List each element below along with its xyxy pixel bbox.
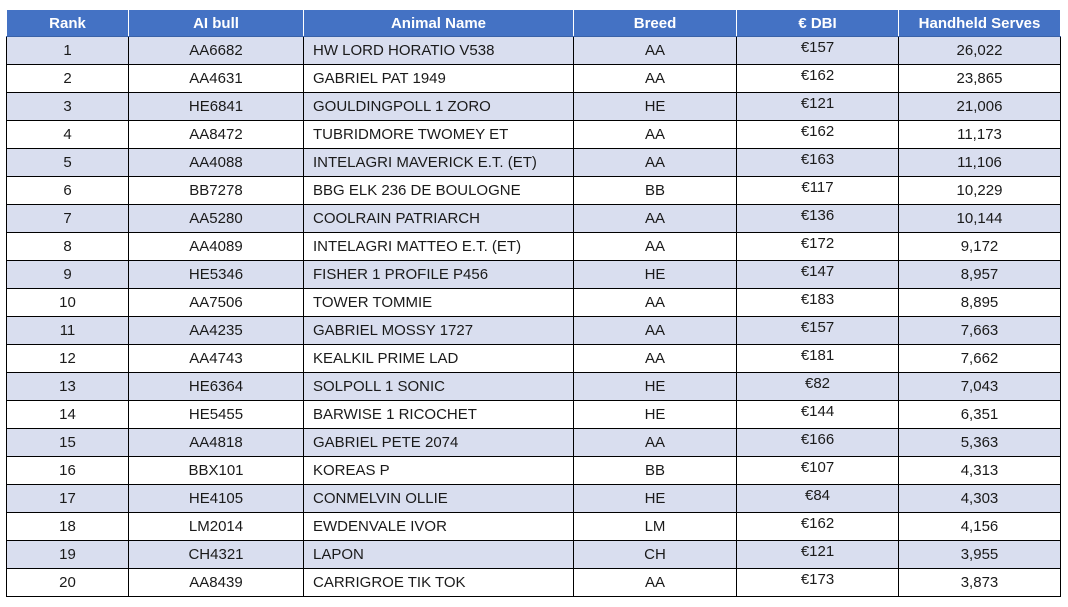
header-row <box>7 10 1061 37</box>
cell-dbi: €172 <box>737 233 899 261</box>
cell-animal-name: FISHER 1 PROFILE P456 <box>304 261 574 289</box>
cell-dbi: €157 <box>737 37 899 65</box>
cell-handheld-serves: 26,022 <box>899 37 1061 65</box>
cell-dbi: €147 <box>737 261 899 289</box>
cell-ai-bull: HE6364 <box>129 373 304 401</box>
table-row <box>7 485 1061 513</box>
cell-breed: BB <box>574 177 737 205</box>
cell-rank: 20 <box>7 569 129 597</box>
cell-handheld-serves: 23,865 <box>899 65 1061 93</box>
cell-rank: 13 <box>7 373 129 401</box>
cell-rank: 10 <box>7 289 129 317</box>
table-row <box>7 121 1061 149</box>
cell-animal-name: KEALKIL PRIME LAD <box>304 345 574 373</box>
cell-breed: AA <box>574 289 737 317</box>
table-row <box>7 513 1061 541</box>
cell-breed: AA <box>574 569 737 597</box>
cell-breed: LM <box>574 513 737 541</box>
cell-dbi: €121 <box>737 541 899 569</box>
cell-rank: 1 <box>7 37 129 65</box>
cell-handheld-serves: 7,663 <box>899 317 1061 345</box>
cell-handheld-serves: 3,873 <box>899 569 1061 597</box>
cell-rank: 6 <box>7 177 129 205</box>
cell-dbi: €136 <box>737 205 899 233</box>
cell-breed: AA <box>574 121 737 149</box>
cell-breed: HE <box>574 261 737 289</box>
cell-handheld-serves: 4,303 <box>899 485 1061 513</box>
cell-animal-name: GABRIEL MOSSY 1727 <box>304 317 574 345</box>
cell-animal-name: CARRIGROE TIK TOK <box>304 569 574 597</box>
cell-rank: 2 <box>7 65 129 93</box>
cell-dbi: €82 <box>737 373 899 401</box>
cell-handheld-serves: 10,144 <box>899 205 1061 233</box>
cell-dbi: €162 <box>737 121 899 149</box>
cell-handheld-serves: 5,363 <box>899 429 1061 457</box>
cell-dbi: €121 <box>737 93 899 121</box>
cell-ai-bull: AA4743 <box>129 345 304 373</box>
cell-ai-bull: AA5280 <box>129 205 304 233</box>
cell-rank: 8 <box>7 233 129 261</box>
cell-ai-bull: HE5455 <box>129 401 304 429</box>
cell-animal-name: LAPON <box>304 541 574 569</box>
cell-rank: 11 <box>7 317 129 345</box>
cell-handheld-serves: 4,313 <box>899 457 1061 485</box>
cell-rank: 19 <box>7 541 129 569</box>
cell-ai-bull: AA8472 <box>129 121 304 149</box>
cell-animal-name: COOLRAIN PATRIARCH <box>304 205 574 233</box>
cell-handheld-serves: 8,957 <box>899 261 1061 289</box>
table-row <box>7 205 1061 233</box>
cell-ai-bull: AA4089 <box>129 233 304 261</box>
cell-ai-bull: AA4818 <box>129 429 304 457</box>
cell-breed: AA <box>574 205 737 233</box>
cell-breed: AA <box>574 233 737 261</box>
cell-breed: BB <box>574 457 737 485</box>
cell-ai-bull: AA4235 <box>129 317 304 345</box>
cell-breed: AA <box>574 149 737 177</box>
header-dbi: € DBI <box>737 10 899 37</box>
cell-dbi: €117 <box>737 177 899 205</box>
cell-ai-bull: AA4631 <box>129 65 304 93</box>
cell-ai-bull: AA8439 <box>129 569 304 597</box>
cell-dbi: €107 <box>737 457 899 485</box>
cell-ai-bull: CH4321 <box>129 541 304 569</box>
header-handheld-serves: Handheld Serves <box>899 10 1061 37</box>
header-breed: Breed <box>574 10 737 37</box>
cell-animal-name: KOREAS P <box>304 457 574 485</box>
cell-animal-name: CONMELVIN OLLIE <box>304 485 574 513</box>
table-row <box>7 541 1061 569</box>
cell-ai-bull: BB7278 <box>129 177 304 205</box>
cell-handheld-serves: 10,229 <box>899 177 1061 205</box>
cell-rank: 4 <box>7 121 129 149</box>
cell-handheld-serves: 6,351 <box>899 401 1061 429</box>
cell-breed: CH <box>574 541 737 569</box>
cell-handheld-serves: 21,006 <box>899 93 1061 121</box>
cell-rank: 15 <box>7 429 129 457</box>
cell-dbi: €183 <box>737 289 899 317</box>
cell-ai-bull: HE5346 <box>129 261 304 289</box>
cell-animal-name: TOWER TOMMIE <box>304 289 574 317</box>
cell-rank: 12 <box>7 345 129 373</box>
table-row <box>7 149 1061 177</box>
table-row <box>7 429 1061 457</box>
cell-rank: 18 <box>7 513 129 541</box>
cell-rank: 14 <box>7 401 129 429</box>
cell-ai-bull: LM2014 <box>129 513 304 541</box>
cell-handheld-serves: 9,172 <box>899 233 1061 261</box>
cell-dbi: €166 <box>737 429 899 457</box>
bull-ranking-table <box>6 9 1061 597</box>
table-row <box>7 569 1061 597</box>
table-row <box>7 37 1061 65</box>
table-row <box>7 317 1061 345</box>
cell-dbi: €84 <box>737 485 899 513</box>
cell-rank: 16 <box>7 457 129 485</box>
table-header <box>7 10 1061 37</box>
bull-ranking-table-container <box>6 9 1061 597</box>
table-row <box>7 261 1061 289</box>
cell-animal-name: TUBRIDMORE TWOMEY ET <box>304 121 574 149</box>
cell-dbi: €162 <box>737 65 899 93</box>
table-row <box>7 373 1061 401</box>
cell-dbi: €157 <box>737 317 899 345</box>
cell-animal-name: INTELAGRI MAVERICK E.T. (ET) <box>304 149 574 177</box>
cell-dbi: €144 <box>737 401 899 429</box>
header-animal-name: Animal Name <box>304 10 574 37</box>
table-row <box>7 93 1061 121</box>
cell-animal-name: GABRIEL PAT 1949 <box>304 65 574 93</box>
cell-dbi: €181 <box>737 345 899 373</box>
cell-ai-bull: HE4105 <box>129 485 304 513</box>
cell-ai-bull: AA6682 <box>129 37 304 65</box>
cell-dbi: €162 <box>737 513 899 541</box>
cell-rank: 7 <box>7 205 129 233</box>
cell-breed: AA <box>574 37 737 65</box>
cell-handheld-serves: 7,662 <box>899 345 1061 373</box>
cell-animal-name: GABRIEL PETE 2074 <box>304 429 574 457</box>
cell-handheld-serves: 11,173 <box>899 121 1061 149</box>
header-ai-bull: AI bull <box>129 10 304 37</box>
cell-breed: HE <box>574 401 737 429</box>
cell-ai-bull: BBX101 <box>129 457 304 485</box>
table-body <box>7 37 1061 597</box>
table-row <box>7 177 1061 205</box>
table-row <box>7 65 1061 93</box>
cell-handheld-serves: 3,955 <box>899 541 1061 569</box>
table-row <box>7 457 1061 485</box>
cell-animal-name: HW LORD HORATIO V538 <box>304 37 574 65</box>
table-row <box>7 401 1061 429</box>
cell-animal-name: BBG ELK 236 DE BOULOGNE <box>304 177 574 205</box>
header-rank: Rank <box>7 10 129 37</box>
cell-handheld-serves: 11,106 <box>899 149 1061 177</box>
cell-ai-bull: HE6841 <box>129 93 304 121</box>
cell-rank: 5 <box>7 149 129 177</box>
cell-animal-name: INTELAGRI MATTEO E.T. (ET) <box>304 233 574 261</box>
cell-handheld-serves: 7,043 <box>899 373 1061 401</box>
cell-breed: HE <box>574 373 737 401</box>
cell-breed: AA <box>574 345 737 373</box>
cell-dbi: €173 <box>737 569 899 597</box>
cell-ai-bull: AA7506 <box>129 289 304 317</box>
cell-handheld-serves: 4,156 <box>899 513 1061 541</box>
cell-breed: AA <box>574 65 737 93</box>
cell-breed: HE <box>574 93 737 121</box>
table-row <box>7 345 1061 373</box>
cell-breed: AA <box>574 317 737 345</box>
cell-ai-bull: AA4088 <box>129 149 304 177</box>
cell-animal-name: EWDENVALE IVOR <box>304 513 574 541</box>
table-row <box>7 233 1061 261</box>
cell-rank: 3 <box>7 93 129 121</box>
cell-breed: HE <box>574 485 737 513</box>
cell-animal-name: GOULDINGPOLL 1 ZORO <box>304 93 574 121</box>
cell-animal-name: SOLPOLL 1 SONIC <box>304 373 574 401</box>
cell-rank: 17 <box>7 485 129 513</box>
cell-dbi: €163 <box>737 149 899 177</box>
table-row <box>7 289 1061 317</box>
cell-breed: AA <box>574 429 737 457</box>
cell-rank: 9 <box>7 261 129 289</box>
cell-animal-name: BARWISE 1 RICOCHET <box>304 401 574 429</box>
cell-handheld-serves: 8,895 <box>899 289 1061 317</box>
